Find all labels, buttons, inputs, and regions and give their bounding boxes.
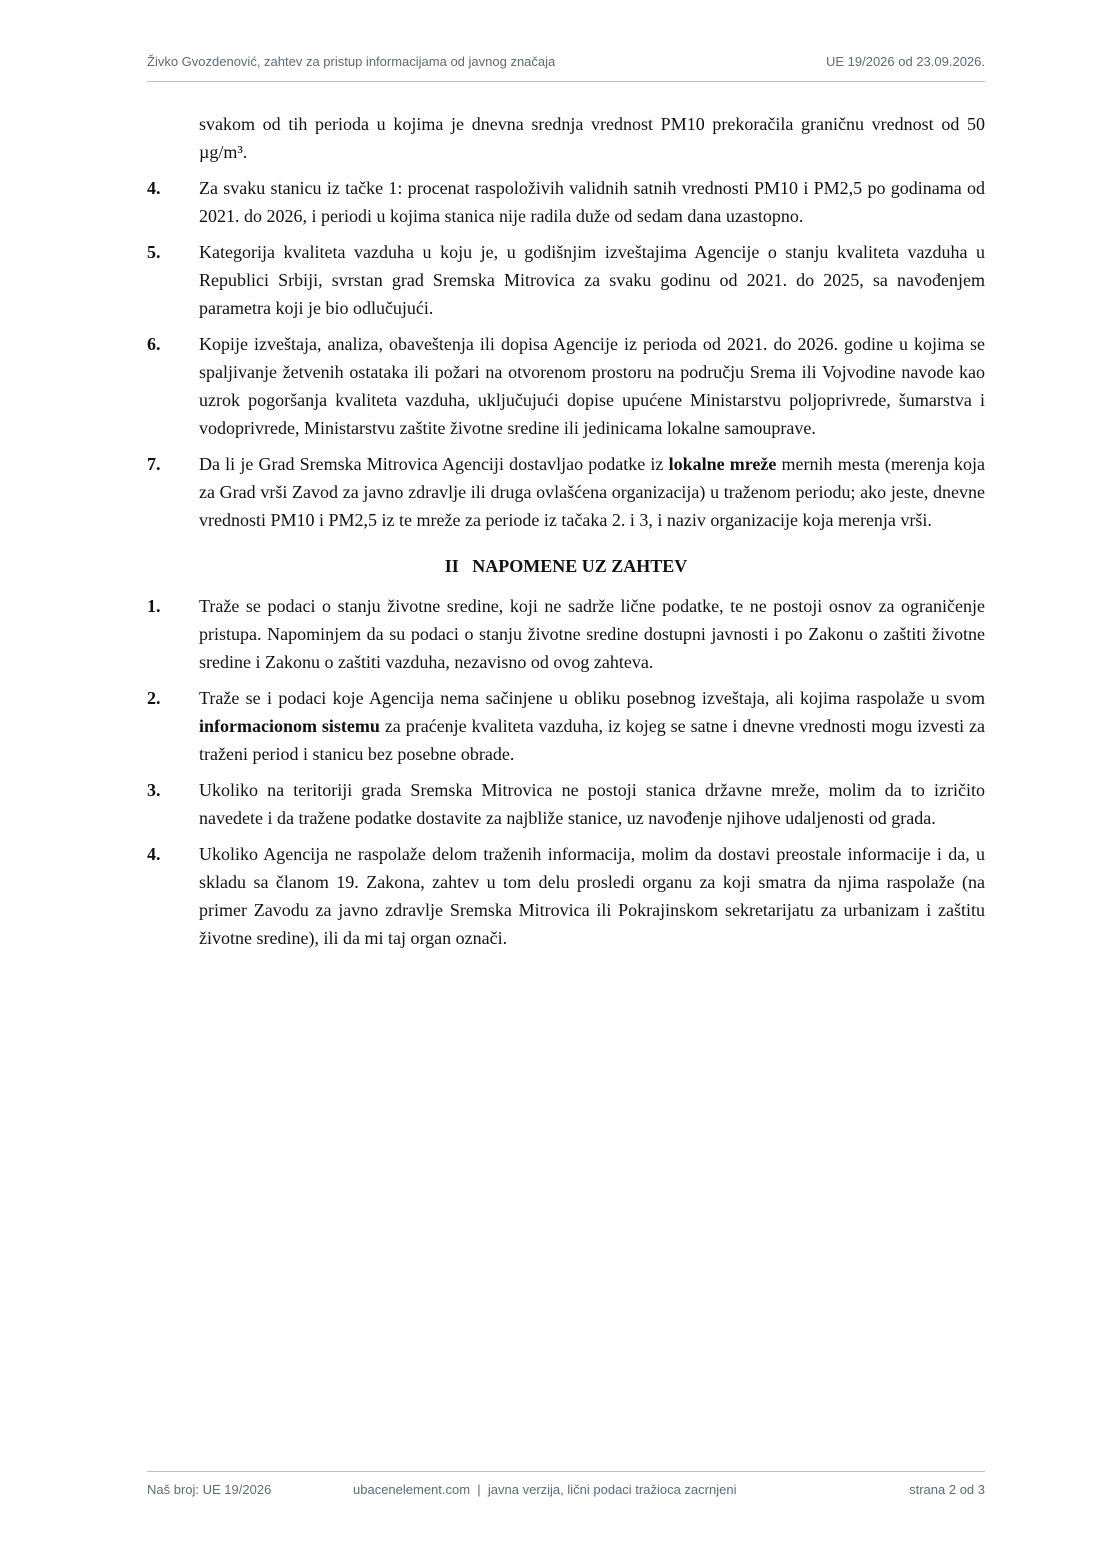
list-item-7 [147, 450, 985, 534]
list-item-6 [147, 330, 985, 442]
footer-divider [147, 1471, 985, 1472]
item-number: 6. [147, 334, 161, 354]
footer-reference: Naš broj: UE 19/2026 [147, 1482, 272, 1497]
item-number: 7. [147, 454, 161, 474]
item-text-part: mernih mesta (merenja koja za Grad vrši Zavod za javno zdravlje ili druga ovlašćena organizacija) u traženom periodu; ako jeste, dnevne vrednosti PM10 i PM2,5 iz te mreže za periode iz tačaka 2. i 3, i naziv organizacije koja merenja vrši. [199, 454, 985, 530]
item-text: Ukoliko na teritoriji grada Sremska Mitrovica ne postoji stanica državne mreže, molim da to izričito navedete i da tražene podatke dostavite za najbliže stanice, uz navođenje njihove udaljenosti od grada. [199, 780, 985, 828]
list-item-5 [147, 238, 985, 322]
list-item-4 [147, 174, 985, 230]
item-number: 4. [147, 844, 161, 864]
page-number: strana 2 od 3 [909, 1482, 985, 1497]
item-number: 5. [147, 242, 161, 262]
item-text-part: Da li je Grad Sremska Mitrovica Agenciji dostavljao podatke iz [199, 454, 669, 474]
item-number: 1. [147, 596, 161, 616]
note-item-1 [147, 592, 985, 676]
item-number: 2. [147, 688, 161, 708]
item-text-part: Traže se i podaci koje Agencija nema sačinjene u obliku posebnog izveštaja, ali kojima raspolaže u svom [199, 688, 985, 708]
header-left-text: Živko Gvozdenović, zahtev za pristup informacijama od javnog značaja [147, 54, 556, 69]
header-divider [147, 81, 985, 82]
document-body [147, 110, 985, 960]
note-item-4 [147, 840, 985, 952]
item-text: Ukoliko Agencija ne raspolaže delom traženih informacija, molim da dostavi preostale informacije i da, u skladu sa članom 19. Zakona, zahtev u tom delu prosledi organu za koji smatra da njima raspolaže (na primer Zavodu za javno zdravlje Sremska Mitrovica ili Pokrajinskom sekretarijatu za urbanizam i zaštitu životne sredine), ili da mi taj organ označi. [199, 844, 985, 948]
item-text-part: za praćenje kvaliteta vazduha, iz kojeg se satne i dnevne vrednosti mogu izvesti za traženi period i stanicu bez posebne obrade. [199, 716, 986, 764]
item-text [199, 450, 985, 534]
section-title: II NAPOMENE UZ ZAHTEV [444, 556, 688, 576]
note-item-2 [147, 684, 985, 768]
footer-site-note: ubacenelement.com | javna verzija, lični podaci tražioca zacrnjeni [353, 1482, 737, 1497]
item-text-bold: lokalne mreže [668, 454, 777, 474]
item-number: 3. [147, 780, 161, 800]
page-header [147, 54, 985, 69]
continued-paragraph: svakom od tih perioda u kojima je dnevna srednja vrednost PM10 prekoračila graničnu vrednost od 50 µg/m³. [199, 114, 985, 162]
item-text: Traže se podaci o stanju životne sredine, koji ne sadrže lične podatke, te ne postoji osnov za ograničenje pristupa. Napominjem da su podaci o stanju životne sredine dostupni javnosti i po Zakonu o zaštiti životne sredine i Zakonu o zaštiti vazduha, nezavisno od ovog zahteva. [199, 596, 985, 672]
item-number: 4. [147, 178, 161, 198]
item-text: Kategorija kvaliteta vazduha u koju je, u godišnjim izveštajima Agencije o stanju kvaliteta vazduha u Republici Srbiji, svrstan grad Sremska Mitrovica za svaku godinu od 2021. do 2025, sa navođenjem parametra koji je bio odlučujući. [199, 242, 985, 318]
note-item-3 [147, 776, 985, 832]
item-text: Kopije izveštaja, analiza, obaveštenja ili dopisa Agencije iz perioda od 2021. do 2026. godine u kojima se spaljivanje žetvenih ostataka ili požari na otvorenom prostoru na području Srema ili Vojvodine navode kao uzrok pogoršanja kvaliteta vazduha, uključujući dopise upućene Ministarstvu poljoprivrede, šumarstva i vodoprivrede, Ministarstvu zaštite životne sredine ili jedinicama lokalne samouprave. [199, 334, 985, 438]
item-text [199, 684, 985, 768]
header-reference: UE 19/2026 od 23.09.2026. [825, 54, 985, 69]
item-text: Za svaku stanicu iz tačke 1: procenat raspoloživih validnih satnih vrednosti PM10 i PM2,5 po godinama od 2021. do 2026, i periodi u kojima stanica nije radila duže od sedam dana uzastopno. [199, 178, 985, 226]
item-text-bold: informacionom sistemu [199, 716, 380, 736]
